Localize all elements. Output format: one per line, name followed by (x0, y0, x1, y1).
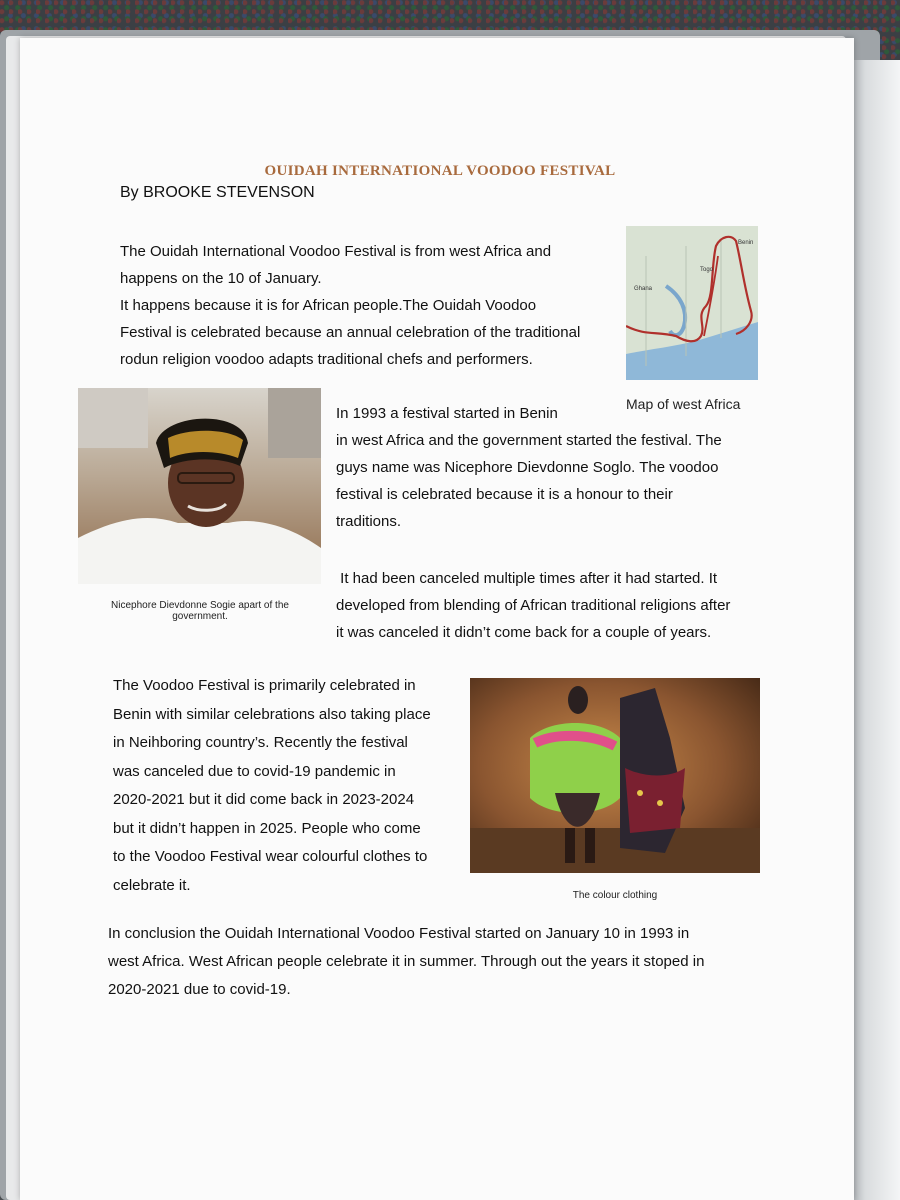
text-line: in west Africa and the government started the festival. The (336, 432, 722, 449)
text-line: festival is celebrated because it is a honour to their (336, 486, 673, 503)
text-line: happens on the 10 of January. (120, 270, 322, 287)
text-line: it was canceled it didn’t come back for a couple of years. (336, 624, 712, 641)
text-line: developed from blending of African traditional religions after (336, 597, 731, 614)
celebration-paragraph (113, 672, 473, 900)
map-of-west-africa-image (626, 226, 758, 380)
cancellations-paragraph (336, 565, 766, 646)
text-line: to the Voodoo Festival wear colourful clothes to (113, 848, 428, 865)
text-line: It happens because it is for African people.The Ouidah Voodoo (120, 297, 537, 314)
text-line: west Africa. West African people celebrate it in summer. Through out the years it stoped in (108, 953, 705, 970)
festival-graphic (470, 678, 760, 873)
text-line: In 1993 a festival started in Benin (336, 405, 558, 422)
portrait-photo (78, 388, 321, 584)
document-title: OUIDAH INTERNATIONAL VOODOO FESTIVAL (264, 163, 616, 179)
intro-paragraph (120, 238, 620, 373)
text-line: Benin with similar celebrations also taking place (113, 705, 431, 723)
text-line: celebrate it. (113, 876, 191, 894)
text-line: The Voodoo Festival is primarily celebrated in (113, 677, 416, 694)
document-page (20, 38, 854, 1200)
text-line: In conclusion the Ouidah International Voodoo Festival started on January 10 in 1993 in (108, 925, 690, 942)
map-label-ghana: Ghana (634, 286, 653, 292)
text-line: 2020-2021 due to covid-19. (108, 981, 291, 998)
text-line: in Neihboring country’s. Recently the festival (113, 734, 408, 751)
text-line: 2020-2021 but it did come back in 2023-2024 (113, 791, 415, 808)
text-line: The Ouidah International Voodoo Festival is from west Africa and (120, 243, 552, 260)
portrait-graphic (78, 388, 321, 584)
festival-costume-photo (470, 678, 760, 873)
map-graphic (626, 226, 758, 380)
map-label-benin: Benin (738, 240, 754, 246)
text-line: rodun religion voodoo adapts traditional chefs and performers. (120, 351, 533, 368)
text-line: but it didn’t happen in 2025. People who come (113, 819, 421, 837)
text-line: Festival is celebrated because an annual celebration of the traditional (120, 324, 581, 341)
text-line: guys name was Nicephore Dievdonne Soglo. The voodoo (336, 459, 719, 476)
portrait-caption: Nicephore Dievdonne Sogie apart of the government. (111, 600, 289, 622)
festival-caption: The colour clothing (572, 890, 658, 901)
conclusion-paragraph (108, 920, 768, 1004)
map-caption: Map of west Africa (626, 396, 741, 412)
text-line: was canceled due to covid-19 pandemic in (113, 762, 396, 780)
map-label-togo: Togo (700, 267, 714, 273)
author-byline: By BROOKE STEVENSON (120, 184, 315, 201)
text-line: It had been canceled multiple times after it had started. It (336, 570, 718, 587)
history-paragraph (336, 400, 766, 535)
text-line: traditions. (336, 513, 402, 530)
